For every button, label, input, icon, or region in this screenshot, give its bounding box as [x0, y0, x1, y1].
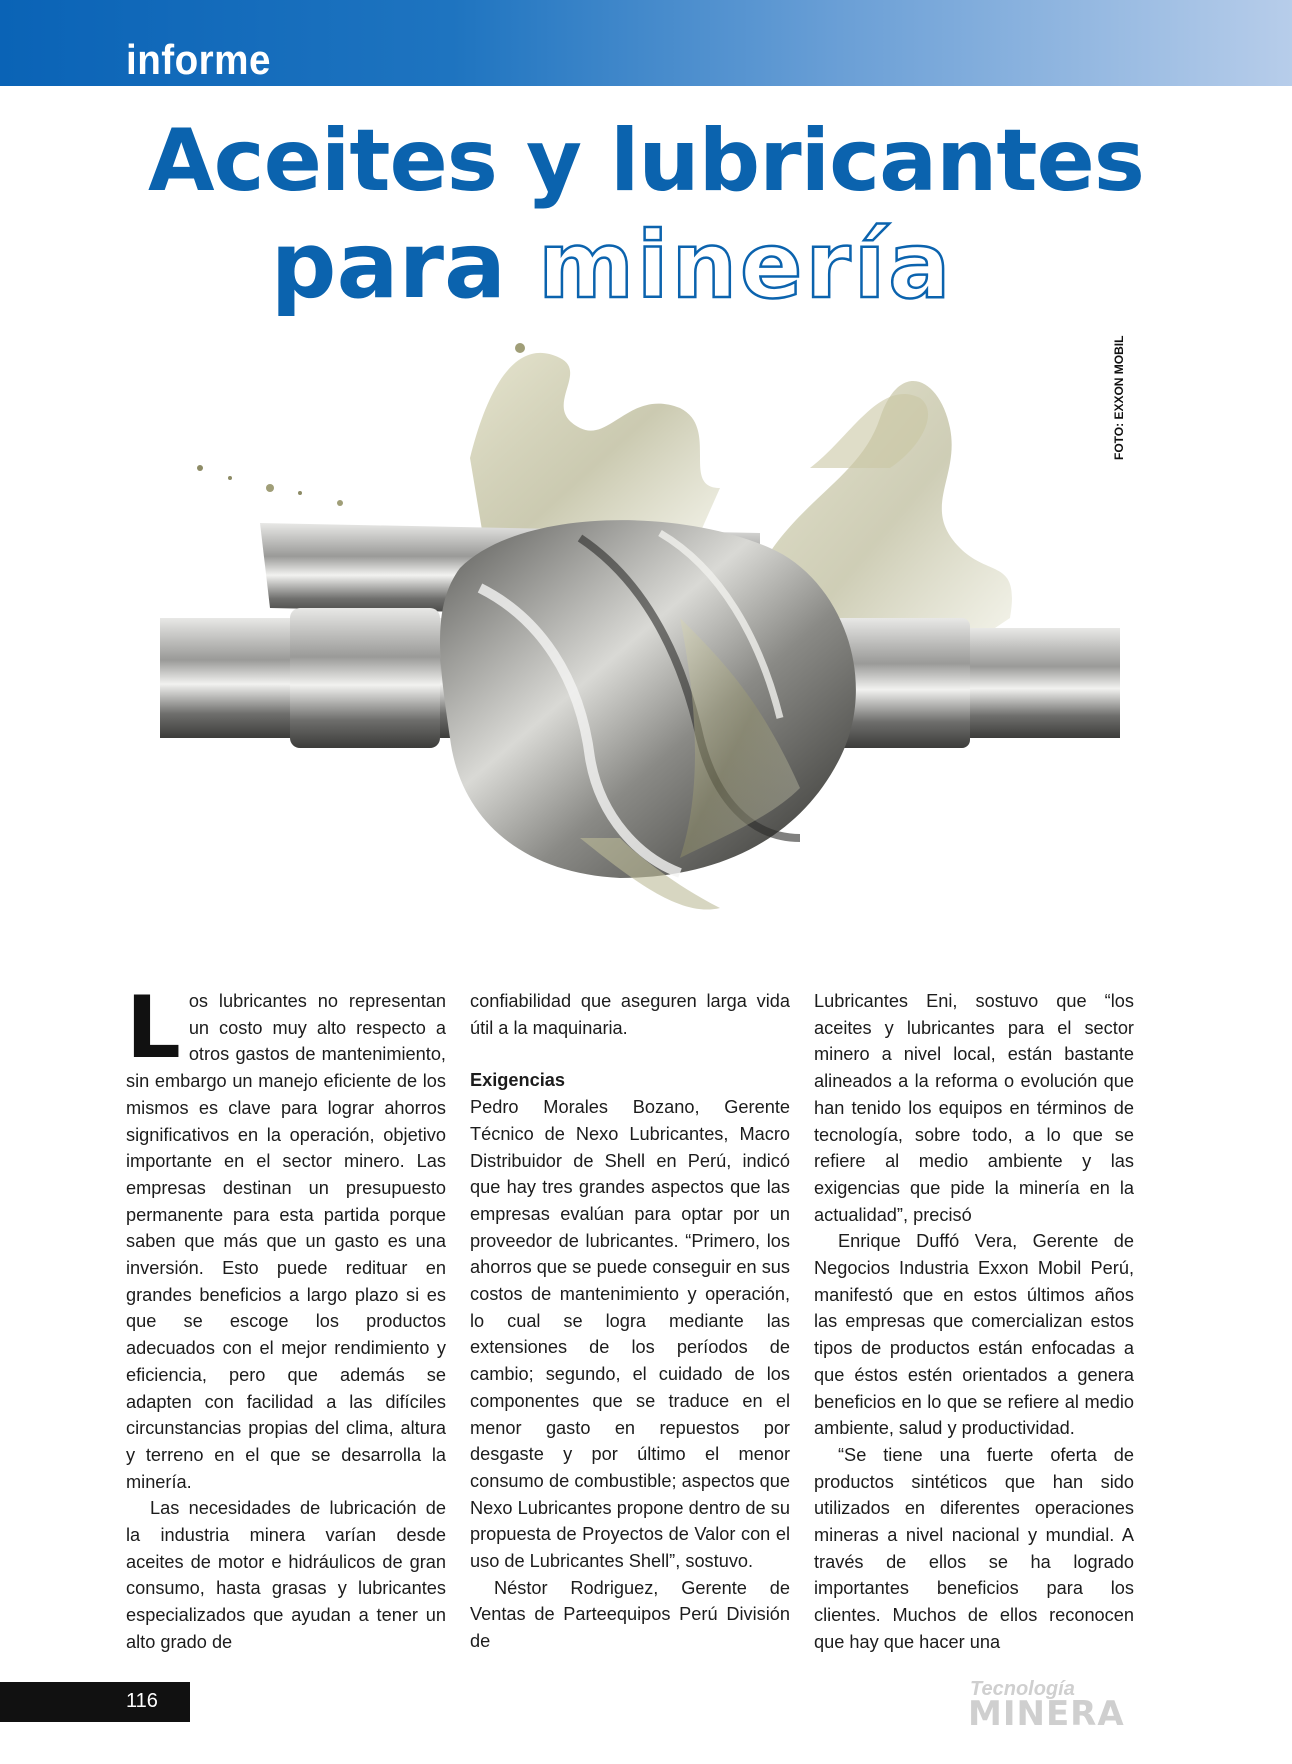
screw-rotor-oil-splash-image [160, 318, 1120, 958]
paragraph-text: os lubricantes no representan un costo muy alto respecto a otros gastos de mantenimiento, sin embargo un manejo eficiente de los mismos es clave para lograr ahorros significativos en la operación, objetivo importante en el sector minero. Las empresas destinan un presupuesto permanente para esta partida porque saben que más que un gasto es una inversión. Esto puede redituar en grandes beneficios a largo plazo si es que se escoge los productos adecuados con el mejor rendimiento y eficiencia, pero que además se adapten con facilidad a las difíciles circunstancias propias del clima, altura y terreno en el que se desarrolla la minería. [126, 991, 446, 1492]
paragraph: Lubricantes Eni, sostuvo que “los aceites y lubricantes para el sector minero a nivel local, están bastante alineados a la reforma o evolución que han tenido los equipos en términos de tecnología, sobre todo, a lo que se refiere al medio ambiente y las exigencias que pide la minería en la actualidad”, precisó [814, 991, 1134, 1225]
article-column-3 [814, 988, 1134, 1656]
logo-text-bottom: MINERA [968, 1694, 1125, 1734]
magazine-logo [968, 1678, 1136, 1734]
page-number: 116 [126, 1690, 158, 1712]
article-title-line2 [0, 212, 1258, 319]
section-label: informe [126, 36, 271, 83]
title-word-mineria: minería [538, 212, 954, 319]
paragraph: Pedro Morales Bozano, Gerente Técnico de Nexo Lubricantes, Macro Distribuidor de Shell en Perú, indicó que hay tres grandes aspectos que las empresas evalúan para optar por un proveedor de lubricantes. “Primero, los ahorros que se puede conseguir en sus costos de mantenimiento y operación, lo cual se logra mediante las extensiones de los períodos de cambio; segundo, el cuidado de los componentes que se traduce en el menor gasto en repuestos por desgaste y por último el menor consumo de combustible; aspectos que Nexo Lubricantes propone dentro de su propuesta de Proyectos de Valor con el uso de Lubricantes Shell”, sostuvo. [470, 1097, 790, 1572]
photo-credit: FOTO: EXXON MOBIL [1112, 335, 1126, 460]
logo-text-top: Tecnología [970, 1678, 1075, 1700]
article-column-1 [126, 978, 446, 1656]
drop-cap: L [126, 978, 181, 1078]
paragraph: Enrique Duffó Vera, Gerente de Negocios Industria Exxon Mobil Perú, manifestó que en estos últimos años las empresas que comercializan estos tipos de productos están enfocadas a que éstos estén orientados a genera beneficios en lo que se refiere al medio ambiente, salud y productividad. [814, 1231, 1134, 1439]
article-title-line1: Aceites y lubricantes [148, 111, 1144, 211]
paragraph: Las necesidades de lubricación de la industria minera varían desde aceites de motor e hidráulicos de gran consumo, hasta grasas y lubricantes especializados que ayudan a tener un alto grado de [126, 1498, 446, 1652]
page-number-tab [0, 1682, 190, 1722]
subheading: Exigencias [470, 1070, 566, 1091]
paragraph: “Se tiene una fuerte oferta de productos sintéticos que han sido utilizados en diferentes operaciones mineras a nivel nacional y mundial. A través de ellos se ha logrado importantes beneficios para los clientes. Muchos de ellos reconocen que hay que hacer una [814, 1444, 1134, 1652]
paragraph: Néstor Rodriguez, Gerente de Ventas de Parteequipos Perú División de [470, 1577, 790, 1652]
paragraph [126, 978, 446, 1495]
article-column-2 [470, 988, 790, 1655]
title-word-para: para [270, 212, 539, 319]
paragraph: confiabilidad que aseguren larga vida útil a la maquinaria. [470, 991, 790, 1038]
